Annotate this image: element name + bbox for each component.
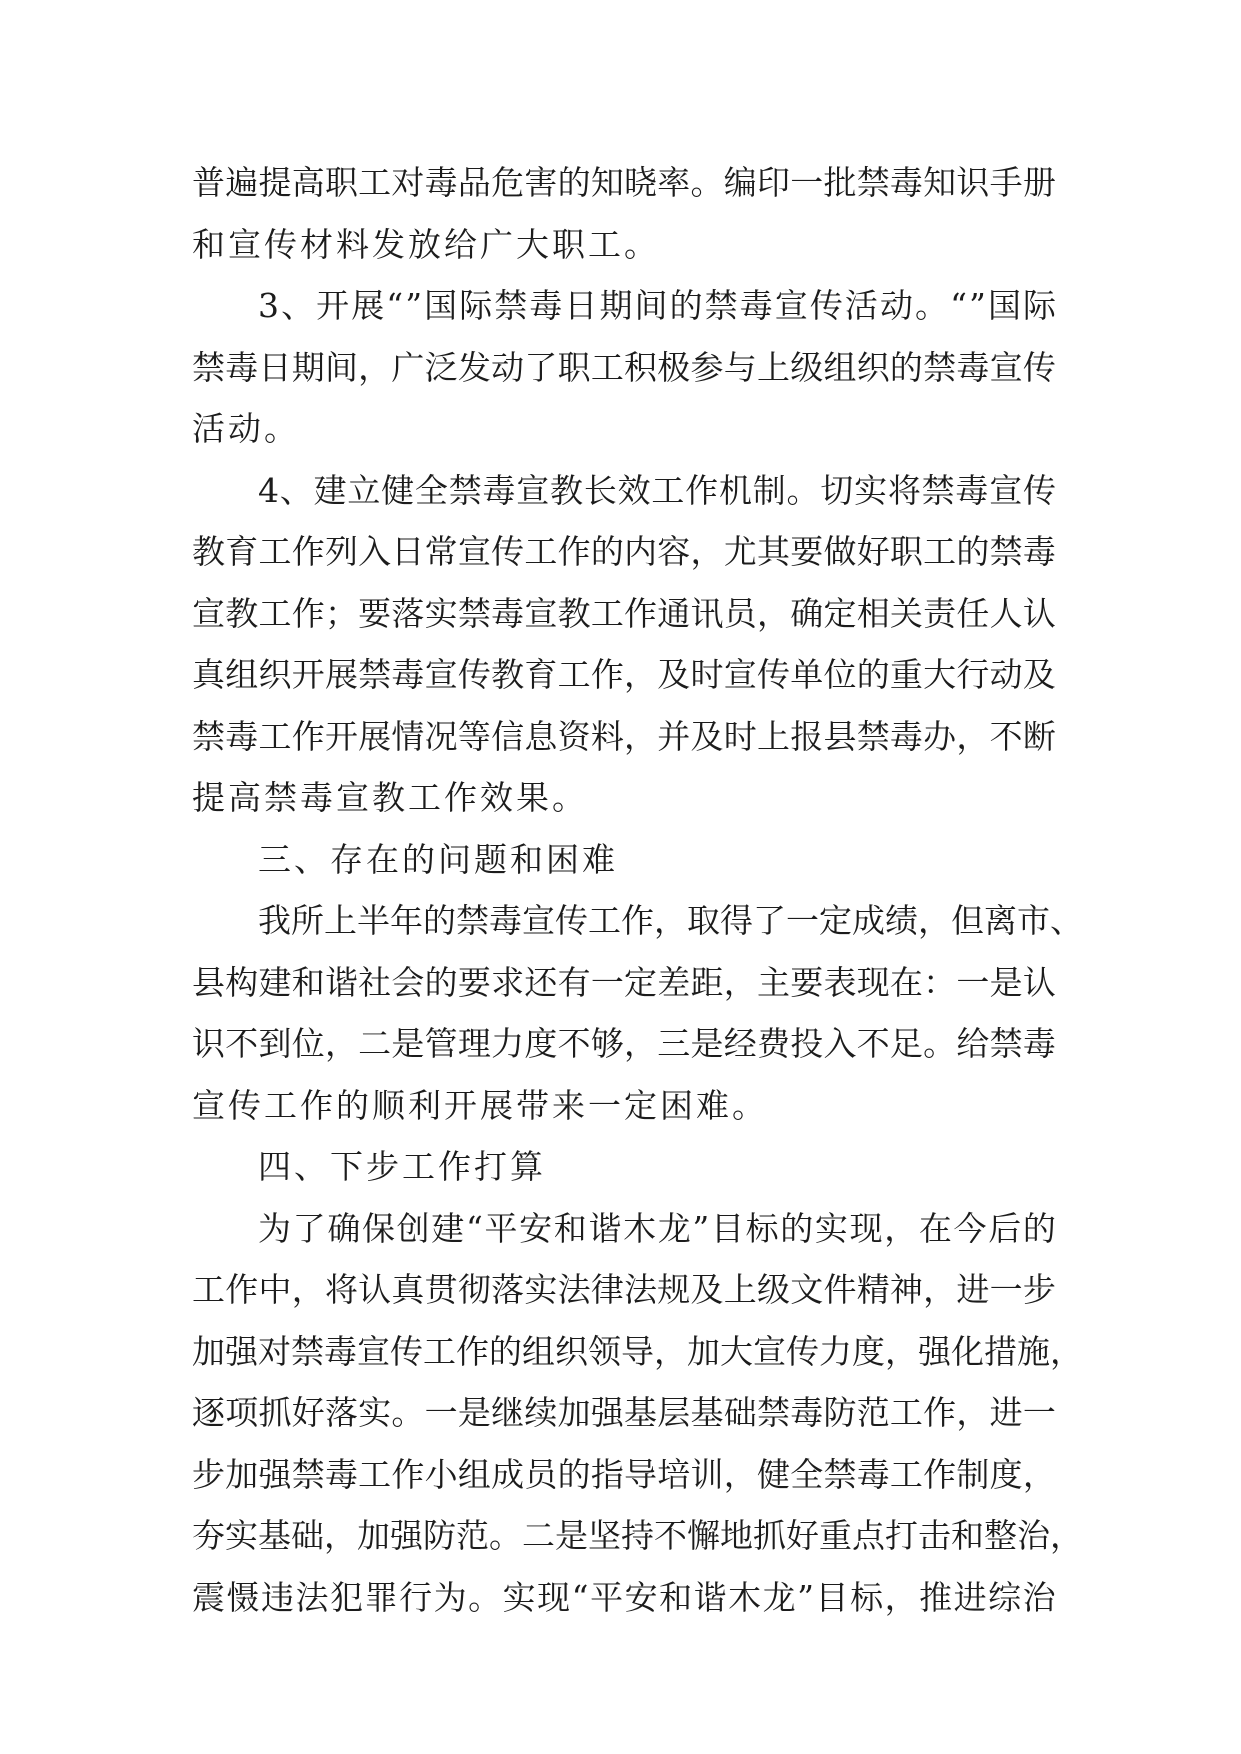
text-line: 夯 实 基 础 ， 加 强 防 范 。 二 是 坚 持 不 懈 地 抓 好 重 点 打 击 和 整 治 ， <box>192 1516 1083 1555</box>
text-line: 禁 毒 工 作 开 展 情 况 等 信 息 资 料 ， 并 及 时 上 报 县 禁 毒 办 ， 不 断 <box>192 716 1056 756</box>
section-heading: 三、存在的问题和困难 <box>258 839 618 879</box>
text-line: 宣传工作的顺利开展带来一定困难。 <box>192 1085 768 1125</box>
text-line: 震 慑 违 法 犯 罪 行 为 。 实 现 “ 平 安 和 谐 木 龙 ” 目 标 ， 推 进 综 治 <box>192 1577 1056 1617</box>
text-line: 真 组 织 开 展 禁 毒 宣 传 教 育 工 作 ， 及 时 宣 传 单 位 的 重 大 行 动 及 <box>192 655 1056 694</box>
text-line: 活动。 <box>192 409 300 448</box>
text-line: 宣 教 工 作 ； 要 落 实 禁 毒 宣 教 工 作 通 讯 员 ， 确 定 相 关 责 任 人 认 <box>192 593 1056 633</box>
text-line: 为 了 确 保 创 建 “ 平 安 和 谐 木 龙 ” 目 标 的 实 现 ， 在 今 后 的 <box>258 1208 1056 1248</box>
text-line: 禁 毒 日 期 间 ， 广 泛 发 动 了 职 工 积 极 参 与 上 级 组 织 的 禁 毒 宣 传 <box>192 347 1056 387</box>
text-line: 3 、 开 展 “ ” 国 际 禁 毒 日 期 间 的 禁 毒 宣 传 活 动 。 “ ” 国 际 <box>258 286 1056 325</box>
text-line: 教 育 工 作 列 入 日 常 宣 传 工 作 的 内 容 ， 尤 其 要 做 好 职 工 的 禁 毒 <box>192 532 1056 571</box>
text-line: 工 作 中 ， 将 认 真 贯 彻 落 实 法 律 法 规 及 上 级 文 件 精 神 ， 进 一 步 <box>192 1270 1056 1309</box>
text-line: 提高禁毒宣教工作效果。 <box>192 778 588 817</box>
text-line: 我 所 上 半 年 的 禁 毒 宣 传 工 作 ， 取 得 了 一 定 成 绩 ， 但 离 市 、 <box>258 901 1083 940</box>
document-body <box>192 152 1083 1628</box>
text-line: 和宣传材料发放给广大职工。 <box>192 224 660 264</box>
text-line: 识 不 到 位 ， 二 是 管 理 力 度 不 够 ， 三 是 经 费 投 入 不 足 。 给 禁 毒 <box>192 1024 1056 1063</box>
text-line: 加 强 对 禁 毒 宣 传 工 作 的 组 织 领 导 ， 加 大 宣 传 力 度 ， 强 化 措 施 ， <box>192 1331 1083 1371</box>
text-line: 普 遍 提 高 职 工 对 毒 品 危 害 的 知 晓 率 。 编 印 一 批 禁 毒 知 识 手 册 <box>192 163 1056 202</box>
text-line: 4 、 建 立 健 全 禁 毒 宣 教 长 效 工 作 机 制 。 切 实 将 禁 毒 宣 传 <box>258 470 1056 510</box>
text-line: 步 加 强 禁 毒 工 作 小 组 成 员 的 指 导 培 训 ， 健 全 禁 毒 工 作 制 度 ， <box>192 1454 1056 1494</box>
text-line: 县 构 建 和 谐 社 会 的 要 求 还 有 一 定 差 距 ， 主 要 表 现 在 ： 一 是 认 <box>192 962 1056 1002</box>
text-line: 逐 项 抓 好 落 实 。 一 是 继 续 加 强 基 层 基 础 禁 毒 防 范 工 作 ， 进 一 <box>192 1393 1056 1432</box>
section-heading: 四、下步工作打算 <box>258 1147 546 1186</box>
